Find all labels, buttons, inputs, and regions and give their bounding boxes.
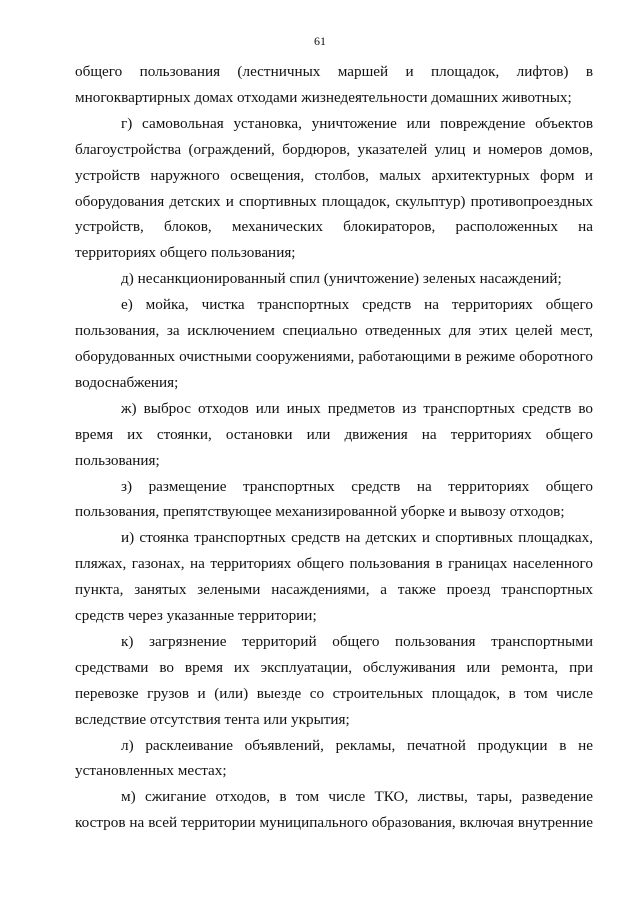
paragraph-continuation: общего пользования (лестничных маршей и площадок, лифтов) в многоквартирных домах отходами жизнедеятельности домашних животных; [75, 63, 593, 106]
paragraph-item-k: к) загрязнение территорий общего пользования транспортными средствами во время их эксплуатации, обслуживания или ремонта, при перевозке грузов и (или) выезде со строительных площадок, в том числе вследствие отсутствия тента или укрытия; [75, 632, 593, 728]
paragraph-item-l: л) расклеивание объявлений, рекламы, печатной продукции в не установленных местах; [75, 736, 593, 780]
paragraph-item-zh: ж) выброс отходов или иных предметов из транспортных средств во время их стоянки, остановки или движения на территориях общего пользования; [75, 399, 593, 469]
paragraph-item-z: з) размещение транспортных средств на территориях общего пользования, препятствующее механизированной уборке и вывозу отходов; [75, 477, 593, 521]
document-body [75, 59, 593, 836]
paragraph-item-d: д) несанкционированный спил (уничтожение) зеленых насаждений; [121, 270, 562, 288]
paragraph-item-e: е) мойка, чистка транспортных средств на территориях общего пользования, за исключением специально отведенных для этих целей мест, оборудованных очистными сооружениями, работающими в режиме оборотного водоснабжения; [75, 296, 593, 391]
paragraph-item-i: и) стоянка транспортных средств на детских и спортивных площадках, пляжах, газонах, на территориях общего пользования в границах населенного пункта, занятых зелеными насаждениями, а также проезд транспортных средств через указанные территории; [75, 529, 593, 625]
page-number: 61 [314, 34, 326, 48]
paragraph-item-m: м) сжигание отходов, в том числе ТКО, листвы, тары, разведение костров на всей территории муниципального образования, включая внутренние [75, 788, 593, 832]
paragraph-item-g: г) самовольная установка, уничтожение или повреждение объектов благоустройства (ограждений, бордюров, указателей улиц и номеров домов, устройств наружного освещения, столбов, малых архитектурных форм и оборудования детских и спортивных площадок, скульптур) противопроездных устройств, блоков, механических блокираторов, расположенных на территориях общего пользования; [75, 114, 593, 262]
